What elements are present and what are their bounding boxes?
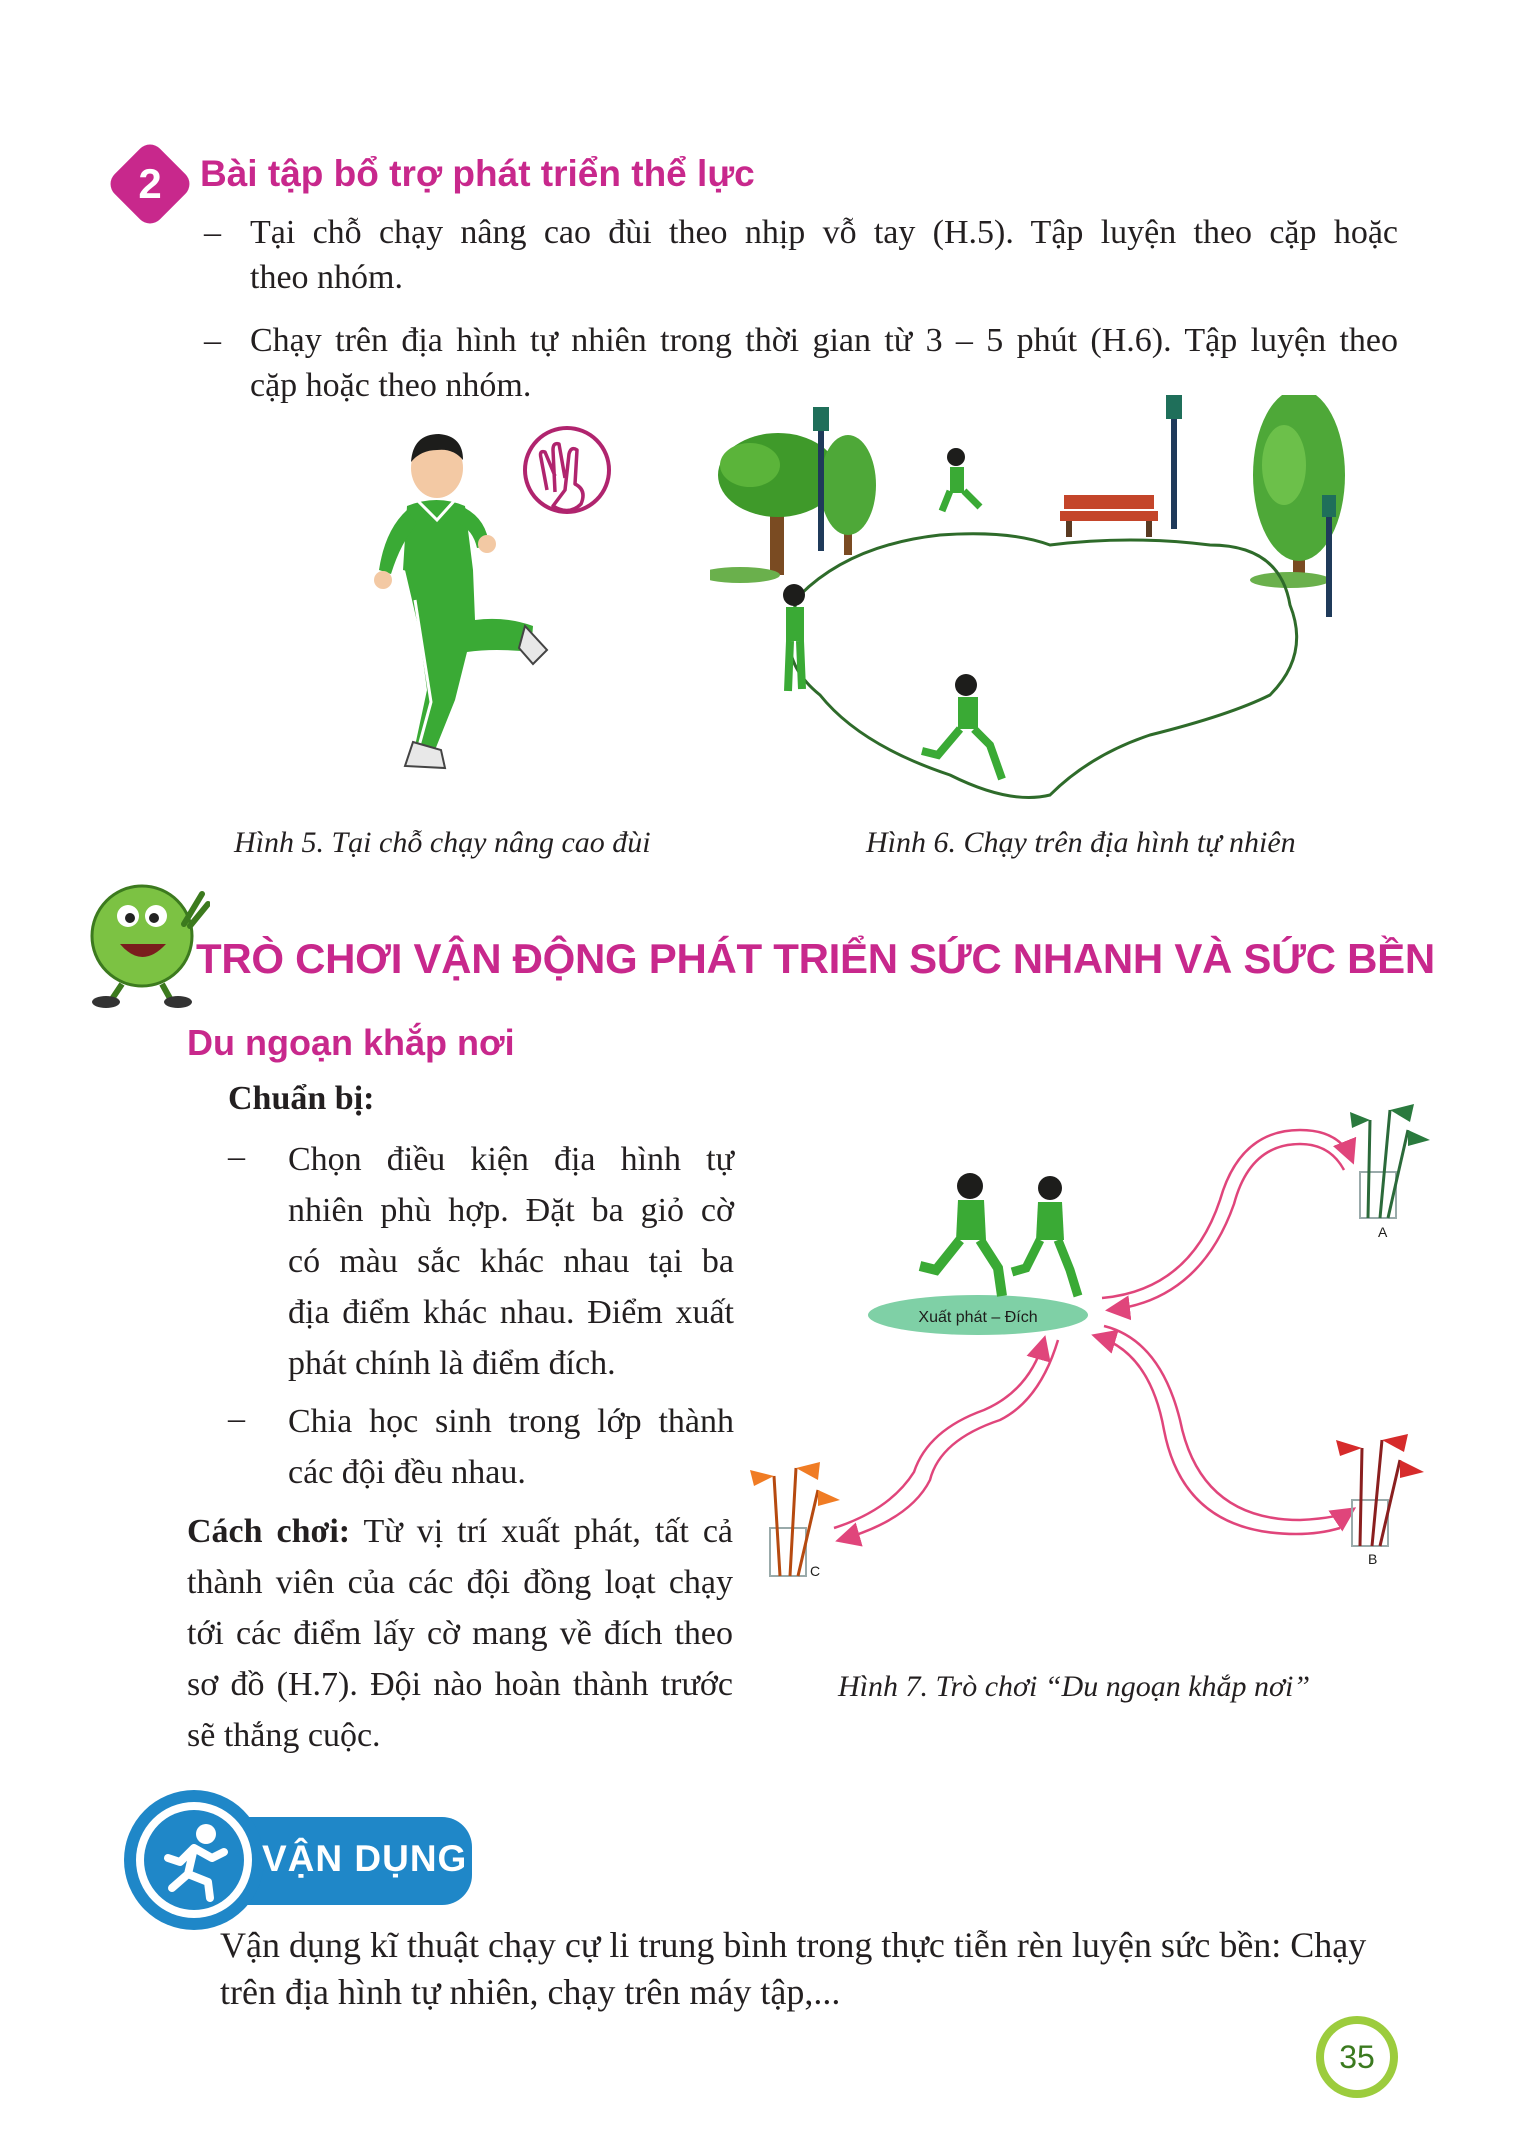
prep-label: Chuẩn bị: xyxy=(228,1080,375,1117)
figure-5-caption: Hình 5. Tại chỗ chạy nâng cao đùi xyxy=(234,826,651,859)
flag-cup-a xyxy=(1350,1104,1430,1240)
svg-text:B: B xyxy=(1368,1551,1378,1567)
svg-text:C: C xyxy=(810,1563,821,1579)
bullet-dash: – xyxy=(228,1400,245,1437)
runner-left xyxy=(783,584,805,691)
prep-2-line2: các đội đều nhau. xyxy=(288,1454,526,1491)
route-lines xyxy=(834,1130,1352,1540)
bullet-1-line2: theo nhóm. xyxy=(250,259,403,296)
mascot-ball xyxy=(80,864,210,1009)
flag-cup-b xyxy=(1336,1434,1424,1567)
figure-6-caption: Hình 6. Chạy trên địa hình tự nhiên xyxy=(866,826,1296,859)
bullet-dash: – xyxy=(228,1138,245,1175)
howto-label: Cách chơi: xyxy=(187,1513,351,1550)
flag-cup-c xyxy=(750,1462,840,1579)
clap-icon xyxy=(525,428,609,512)
bullet-dash: – xyxy=(204,214,221,251)
prep-1-line2: nhiên phù hợp. Đặt ba giỏ cờ xyxy=(288,1192,734,1229)
bullet-1-line1: Tại chỗ chạy nâng cao đùi theo nhịp vỗ tay (H.5). Tập luyện theo cặp hoặc xyxy=(250,214,1398,251)
apply-label: VẬN DỤNG xyxy=(262,1838,468,1879)
bullet-2-line2: cặp hoặc theo nhóm. xyxy=(250,367,532,404)
apply-text: Vận dụng kĩ thuật chạy cự li trung bình trong thực tiễn rèn luyện sức bền: Chạy trên địa hình tự nhiên, chạy trên máy tập,... xyxy=(220,1925,1367,2012)
games-section-title: TRÒ CHƠI VẬN ĐỘNG PHÁT TRIỂN SỨC NHANH VÀ SỨC BỀN xyxy=(196,935,1435,982)
page-number: 35 xyxy=(1339,2039,1375,2075)
section-title: Bài tập bổ trợ phát triển thể lực xyxy=(200,153,755,194)
section-number: 2 xyxy=(138,160,162,207)
running-path xyxy=(789,534,1297,798)
runner-bottom xyxy=(922,674,1002,779)
figure-7-caption: Hình 7. Trò chơi “Du ngoạn khắp nơi” xyxy=(838,1670,1311,1703)
bullet-dash: – xyxy=(204,322,221,359)
game-name: Du ngoạn khắp nơi xyxy=(187,1022,515,1063)
prep-1-line3: có màu sắc khác nhau tại ba xyxy=(288,1243,734,1280)
howto-text: Từ vị trí xuất phát, tất cả thành viên của các đội đồng loạt chạy tới các điểm lấy cờ mang về đích theo sơ đồ (H.7). Đội nào hoàn thành trước sẽ thắng cuộc. xyxy=(187,1513,733,1754)
tree-left-small xyxy=(820,435,876,555)
prep-1-line5: phát chính là điểm đích. xyxy=(288,1345,616,1382)
lamp-post xyxy=(1322,495,1336,617)
boy-runner xyxy=(374,434,547,768)
figure-7-diagram xyxy=(740,1100,1440,1580)
figure-5-illustration xyxy=(355,420,625,800)
runner-top xyxy=(942,448,980,511)
bullet-2-line1: Chạy trên địa hình tự nhiên trong thời gian từ 3 – 5 phút (H.6). Tập luyện theo xyxy=(250,322,1398,359)
svg-text:A: A xyxy=(1378,1224,1388,1240)
howto-paragraph xyxy=(187,1506,733,1761)
prep-1-line4: địa điểm khác nhau. Điểm xuất xyxy=(288,1294,734,1331)
prep-1-line1: Chọn điều kiện địa hình tự xyxy=(288,1141,734,1178)
runners-pair xyxy=(920,1173,1078,1296)
runner-figure-icon xyxy=(150,1818,238,1904)
park-bench xyxy=(1060,495,1158,537)
prep-2-line1: Chia học sinh trong lớp thành xyxy=(288,1403,734,1440)
start-finish-label: Xuất phát – Đích xyxy=(918,1309,1038,1326)
figure-6-illustration xyxy=(710,395,1350,815)
lamp-post xyxy=(1166,395,1182,529)
